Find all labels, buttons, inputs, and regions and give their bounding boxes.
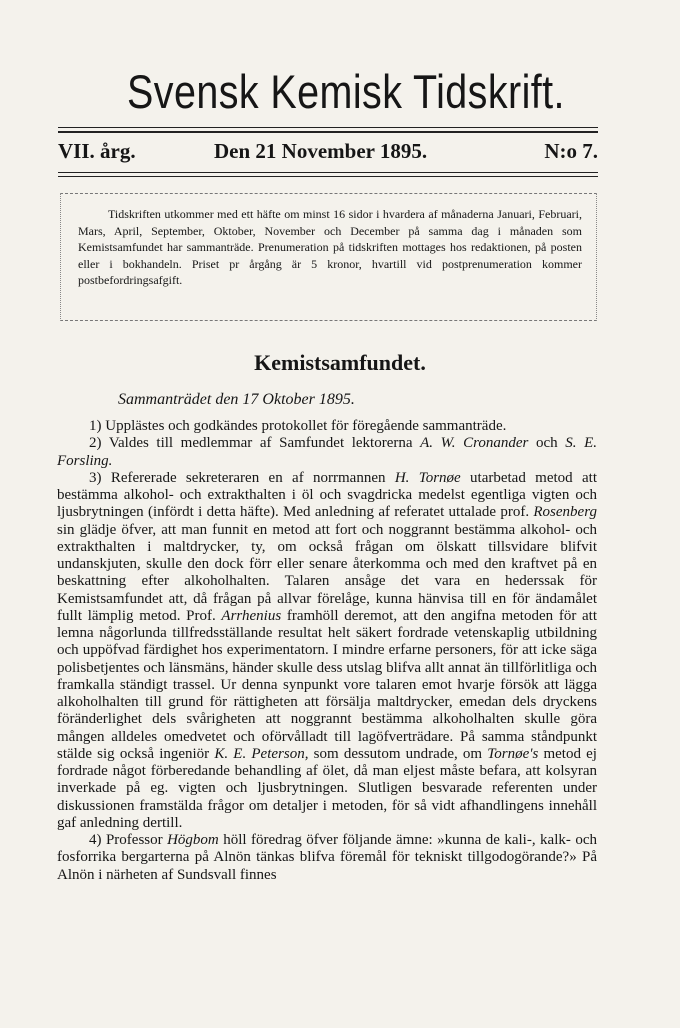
bottom-rule: [58, 172, 598, 173]
paragraph-4: 4) Professor Högbom höll föredrag öfver följande ämne: »kunna de kali-, kalk- och fosforrika bergarterna på Alnön tänkas blifva föremål för tekniskt tillgodogörande?» På Alnön i närheten af Sundsvall finnes: [57, 832, 597, 883]
person-name: S. E. Forsling.: [57, 435, 597, 469]
meeting-date: Sammanträdet den 17 Oktober 1895.: [118, 391, 355, 408]
issue-number: N:o 7.: [544, 139, 598, 163]
person-name: Högbom: [167, 832, 219, 848]
issue-line: [58, 137, 598, 167]
paragraph-3: 3) Refererade sekreteraren en af norrmannen H. Tornøe utarbetad metod att bestämma alkohol- och extrakthalten i öl och svagdricka medelst egentliga vigten och ljusbrytningen (infördt i detta häfte). Med anledning af referatet uttalade prof. Rosenberg sin glädje öfver, att man funnit en metod att fort och noggrannt bestämma alkohol- och extrakthalten i maltdrycker, ty, om också frågan om ölskatt tillsvidare blifvit undanskjuten, skulle den dock förr eller senare återkomma och med den kraftvet på en beskattning efter alkoholhalten. Talaren ansåge det vara en hederssak för Kemistsamfundet att, då frågan på allvar förelåge, kunna hänvisa till en för ändamålet fullt lämplig metod. Prof. Arrhenius framhöll deremot, att den angifna metoden för att lemna någorlunda tillfredsställande resultat helt säkert fordrade vetenskaplig utbildning och uppöfvad färdighet hos experimentatorn. I mindre erfarne personers, för att icke säga polisbetjentes och länsmäns, händer skulle dess utslag blifva allt annat än tillförlitliga och framkalla ständigt trassel. Ur denna synpunkt vore talaren emot hvarje försök att lägga alkoholhalten till grund för rättigheten att försälja maltdrycker, emedan dels dryckens föränderlighet dels svårigheten att noggrannt bestämma alkoholhalten skulle göra mången alldeles omedvetet och oförvålladt till lagöfverträdare. På samma ståndpunkt stälde sig också ingeniör K. E. Peterson, som dessutom undrade, om Tornøe's metod ej fordrade något förberedande behandling af ölet, då man eljest måste befara, att kolsyran inverkade på eg. vigten och ljusbrytningen. Slutligen besvarade referenten under diskussionen framstälda frågor om detaljer i metoden, för så vidt afhandlingens innehåll gaf anledning dertill.: [57, 469, 597, 831]
issue-date: Den 21 November 1895.: [214, 139, 428, 163]
person-name: Arrhenius: [221, 607, 282, 624]
article-body: [57, 418, 597, 884]
section-title: Kemistsamfundet.: [254, 350, 426, 375]
paragraph-1: 1) Upplästes och godkändes protokollet för föregående sammanträde.: [89, 418, 507, 434]
subscription-notice-box: [60, 193, 597, 321]
paragraph-2: 2) Valdes till medlemmar af Samfundet lektorerna A. W. Cronander och S. E. Forsling.: [57, 435, 597, 469]
person-name: H. Tornøe: [394, 469, 461, 486]
volume-label: VII. årg.: [58, 139, 136, 163]
bottom-rule-2: [58, 176, 598, 177]
person-name: Tornøe's: [487, 745, 539, 762]
subscription-notice-text: Tidskriften utkommer med ett häfte om minst 16 sidor i hvardera af månaderna Januari, Februari, Mars, April, September, Oktober, November och December på samma dag i månaden som Kemistsamfundet har sammanträde. Prenumeration på tidskriften mottages hos redaktionen, på posten eller i bokhandeln. Priset pr årgång är 5 kronor, hvartill vid postprenumeration kommer postbefordringsafgift.: [78, 207, 582, 288]
top-rule-thick: [58, 131, 598, 133]
person-name: Rosenberg: [533, 504, 597, 521]
person-name: A. W. Cronander: [420, 435, 529, 452]
person-name: K. E. Peterson,: [214, 745, 309, 762]
top-rule: [58, 127, 598, 128]
journal-title: Svensk Kemisk Tidskrift.: [127, 65, 565, 118]
